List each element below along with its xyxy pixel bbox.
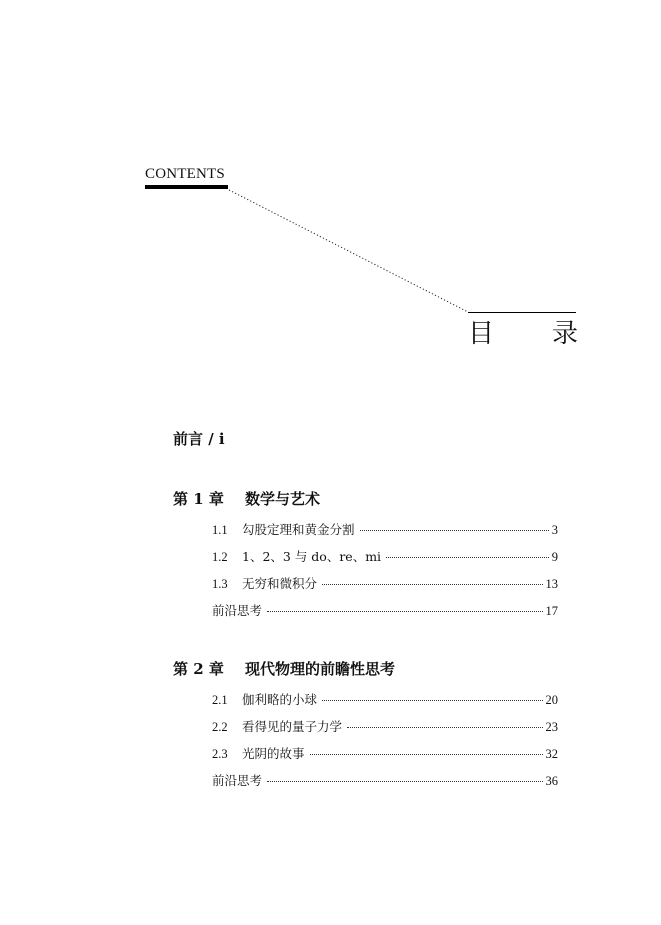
section-number: 2.2 — [212, 720, 228, 734]
page-number: 13 — [545, 577, 558, 591]
chapter-title: 数学与艺术 — [245, 490, 321, 508]
page-number: 36 — [545, 774, 558, 788]
page-title-char-2: 录 — [551, 319, 578, 349]
page-number: 20 — [545, 693, 558, 707]
toc-entry[interactable] — [212, 522, 558, 538]
section-title: 勾股定理和黄金分割 — [242, 522, 355, 537]
contents-underline-bar — [145, 185, 228, 189]
section-number: 2.1 — [212, 693, 228, 707]
page-number: 3 — [551, 523, 558, 537]
page-title — [468, 318, 578, 350]
section-number: 1.2 — [212, 550, 228, 564]
dot-leader — [347, 727, 542, 728]
chapter-title: 现代物理的前瞻性思考 — [245, 660, 396, 678]
toc-entry[interactable] — [212, 773, 558, 789]
toc-entry[interactable] — [212, 576, 558, 592]
contents-label: CONTENTS — [145, 166, 225, 182]
page-number: 23 — [545, 720, 558, 734]
toc-entry[interactable] — [212, 549, 558, 565]
chapter-heading[interactable] — [173, 488, 320, 509]
title-top-rule — [468, 312, 576, 313]
chapter-number: 第 1 章 — [173, 490, 224, 508]
toc-entry[interactable] — [212, 719, 558, 735]
toc-entry[interactable] — [212, 746, 558, 762]
toc-entry[interactable] — [212, 603, 558, 619]
section-title: 伽利略的小球 — [242, 692, 318, 707]
section-title: 前沿思考 — [212, 773, 263, 788]
toc-preface-link[interactable]: 前言 / i — [173, 430, 225, 448]
dot-leader — [267, 781, 542, 782]
section-title: 1、2、3 与 do、re、mi — [242, 549, 382, 564]
section-number: 1.1 — [212, 523, 228, 537]
section-title: 光阴的故事 — [242, 746, 305, 761]
section-title: 无穷和微积分 — [242, 576, 318, 591]
section-number: 1.3 — [212, 577, 228, 591]
page-number: 32 — [545, 747, 558, 761]
dot-leader — [322, 700, 542, 701]
dot-leader — [310, 754, 543, 755]
chapter-number: 第 2 章 — [173, 660, 224, 678]
page-number: 17 — [545, 604, 558, 618]
dot-leader — [360, 530, 549, 531]
section-title: 前沿思考 — [212, 603, 263, 618]
dot-leader — [322, 584, 542, 585]
toc-entry[interactable] — [212, 692, 558, 708]
chapter-heading[interactable] — [173, 658, 395, 679]
section-title: 看得见的量子力学 — [242, 719, 343, 734]
page-number: 9 — [551, 550, 558, 564]
dot-leader — [386, 557, 549, 558]
section-number: 2.3 — [212, 747, 228, 761]
page-title-char-1: 目 — [468, 319, 495, 349]
dot-leader — [267, 611, 542, 612]
